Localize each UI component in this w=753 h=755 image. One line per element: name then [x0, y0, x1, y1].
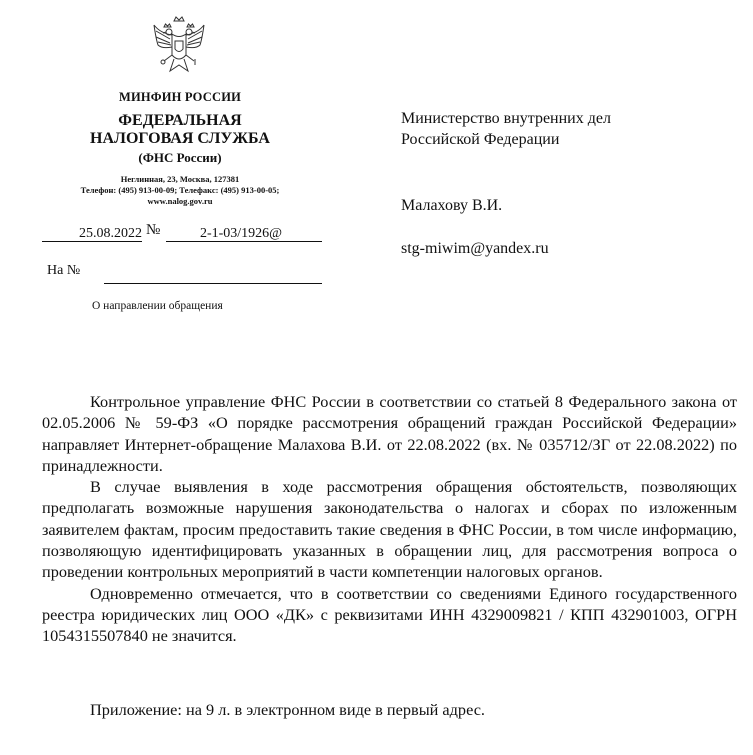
ministry-name: МИНФИН РОССИИ — [118, 90, 242, 104]
addressee-organization — [401, 108, 611, 150]
reference-label: На № — [47, 263, 81, 278]
addressee-org-line2: Российской Федерации — [401, 131, 560, 148]
body-paragraph-3: Одновременно отмечается, что в соответствии со сведениями Единого государственного реестра юридических лиц ООО «ДК» с реквизитами ИНН 4329009821 / КПП 432901003, ОГРН 1054315507840 не значится. — [42, 583, 737, 646]
date-underline — [42, 241, 142, 242]
service-name-line1: ФЕДЕРАЛЬНАЯ — [118, 112, 242, 129]
letterhead-contacts — [40, 174, 320, 207]
coat-of-arms-icon — [150, 15, 208, 81]
addressee-org-line1: Министерство внутренних дел — [401, 110, 611, 127]
letter-date: 25.08.2022 — [79, 226, 142, 241]
reference-underline — [104, 283, 322, 284]
addressee-person: Малахову В.И. — [401, 197, 503, 214]
letter-subject: О направлении обращения — [92, 300, 223, 312]
website-line[interactable]: www.nalog.gov.ru — [147, 196, 213, 206]
service-name-line2: НАЛОГОВАЯ СЛУЖБА — [90, 130, 270, 147]
number-underline — [166, 241, 322, 242]
service-name — [60, 112, 300, 148]
phone-line: Телефон: (495) 913-00-09; Телефакс: (495) 913-00-05; — [80, 185, 280, 195]
letter-body — [42, 391, 737, 647]
body-paragraph-2: В случае выявления в ходе рассмотрения обращения обстоятельств, позволяющих предполагать возможные нарушения законодательства о налогах и сборах по изложенным заявителем фактам, просим предоставить такие сведения в ФНС России, в том числе информацию, позволяющую идентифицировать указанных в обращении лиц, для рассмотрения вопроса о проведении контрольных мероприятий в части компетенции налоговых органов. — [42, 477, 737, 582]
attachment-note: Приложение: на 9 л. в электронном виде в первый адрес. — [90, 700, 485, 719]
address-line: Неглинная, 23, Москва, 127381 — [120, 174, 240, 184]
number-mark: № — [146, 222, 161, 238]
addressee-email[interactable]: stg-miwim@yandex.ru — [401, 240, 549, 257]
body-paragraph-1: Контрольное управление ФНС России в соответствии со статьей 8 Федерального закона от 02.05.2006 № 59-ФЗ «О порядке рассмотрения обращений граждан Российской Федерации» направляет Интернет-обращение Малахова В.И. от 22.08.2022 (вх. № 035712/ЗГ от 22.08.2022) по принадлежности. — [42, 392, 737, 475]
letter-number: 2-1-03/1926@ — [199, 226, 283, 241]
service-short-name: (ФНС России) — [138, 150, 222, 165]
